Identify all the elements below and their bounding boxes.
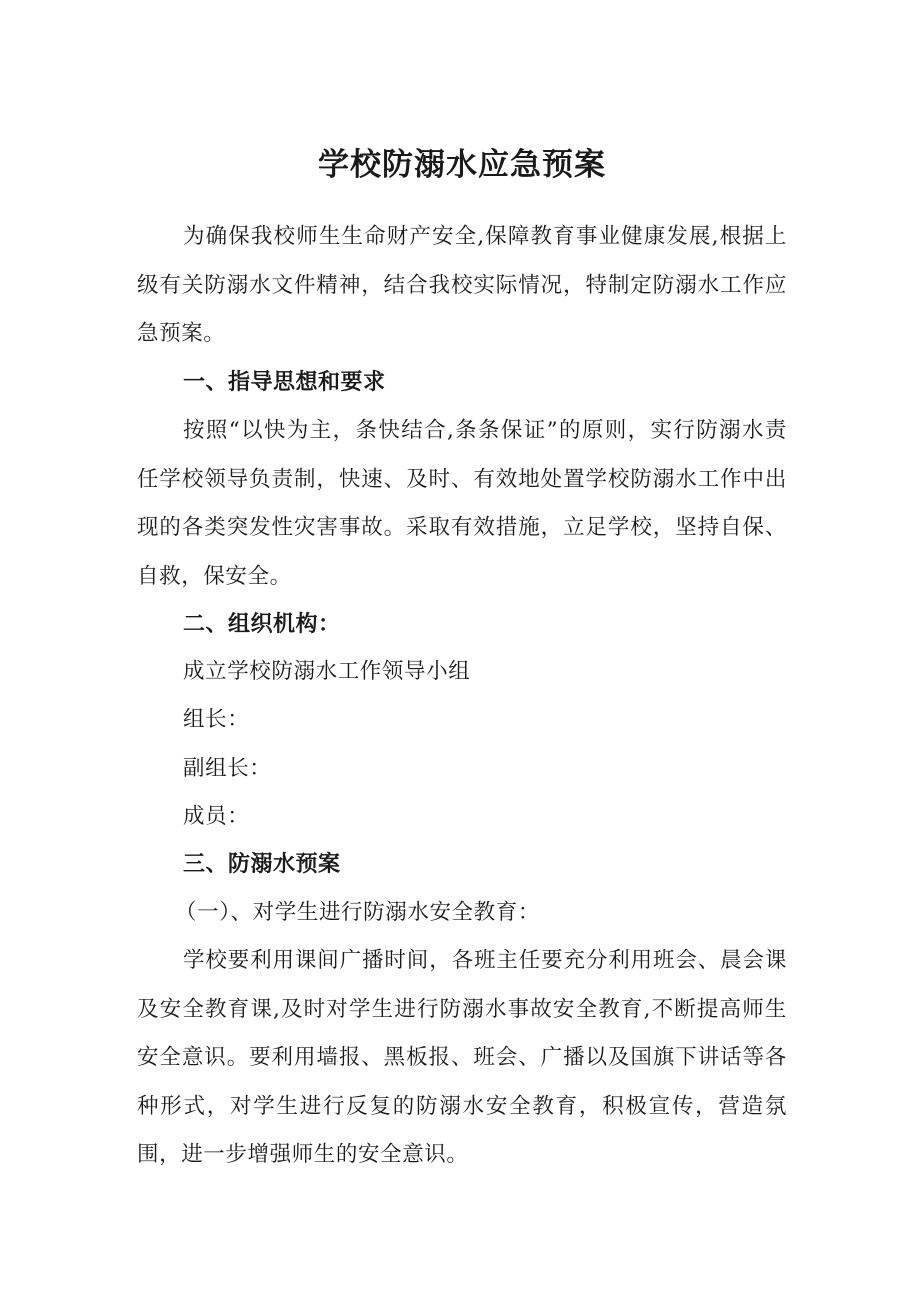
intro-paragraph: 为确保我校师生生命财产安全,保障教育事业健康发展,根据上级有关防溺水文件精神，结合我校实际情况，特制定防溺水工作应急预案。 [137,224,787,346]
section-3-paragraph: 学校要利用课间广播时间，各班主任要充分利用班会、晨会课及安全教育课,及时对学生进行防溺水事故安全教育,不断提高师生安全意识。要利用墙报、黑板报、班会、广播以及国旗下讲话等各种形式，对学生进行反复的防溺水安全教育，积极宣传，营造氛围，进一步增强师生的安全意识。 [137,948,787,1167]
org-members-line: 成员： [183,804,250,829]
org-group-line: 成立学校防溺水工作领导小组 [183,659,471,684]
org-leader-line: 组长： [183,707,250,732]
org-deputy-line: 副组长： [183,756,272,781]
section-3-heading: 三、防溺水预案 [183,852,341,877]
section-1-heading: 一、指导思想和要求 [183,370,386,395]
section-2-heading: 二、组织机构： [183,612,341,637]
section-1-paragraph: 按照“以快为主，条快结合,条条保证”的原则，实行防溺水责任学校领导负责制，快速、及时、有效地处置学校防溺水工作中出现的各类突发性灾害事故。采取有效措施，立足学校，坚持自保、自救，保安全。 [137,418,787,589]
section-3-subheading: （一）、对学生进行防溺水安全教育： [175,900,540,925]
document-title: 学校防溺水应急预案 [318,147,606,183]
